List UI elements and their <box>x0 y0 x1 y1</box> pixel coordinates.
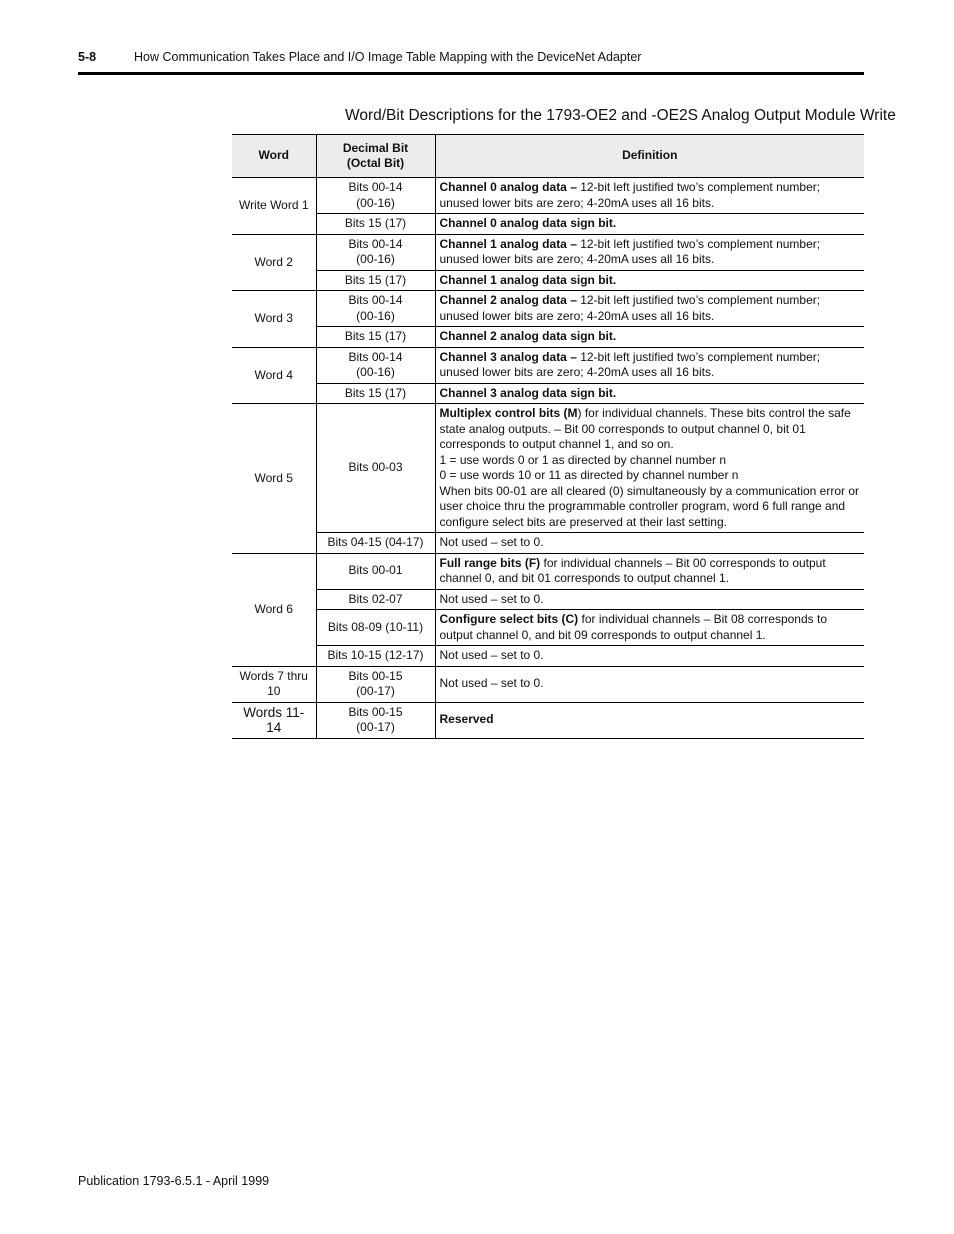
definition-text: ) for individual channels. These bits control the safe state analog outputs. – Bit 00 corresponds to output channel 0, bit 01 corresponds to output channel 1, and so on. <box>439 406 851 451</box>
definition-cell <box>435 610 864 646</box>
column-header-definition: Definition <box>435 135 864 178</box>
definition-text: for individual channels – Bit 00 corresponds to output channel 0, and bit 01 corresponds to output channel 1. <box>439 555 826 585</box>
word-cell: Word 5 <box>232 404 316 554</box>
word-cell: Write Word 1 <box>232 178 316 235</box>
bit-range: Bits 00-15 <box>348 704 403 719</box>
table-row <box>232 214 864 235</box>
table-row <box>232 291 864 327</box>
bit-range: Bits 00-15 <box>348 668 403 683</box>
bit-range: Bits 15 (17) <box>344 272 407 287</box>
table-row <box>232 610 864 646</box>
definition-cell <box>435 178 864 214</box>
bit-cell <box>316 404 435 533</box>
table-row <box>232 347 864 383</box>
table-row <box>232 589 864 610</box>
definition-term: Channel 2 analog data sign bit. <box>439 329 617 343</box>
definition-cell <box>435 553 864 589</box>
bit-range: Bits 00-03 <box>348 460 403 475</box>
bit-cell <box>316 234 435 270</box>
table-body <box>232 178 864 739</box>
table-header-row <box>232 135 864 178</box>
bit-cell <box>316 270 435 291</box>
definition-cell <box>435 234 864 270</box>
definition-cell <box>435 702 864 738</box>
table-row <box>232 553 864 589</box>
definition-text: Not used – set to 0. <box>439 648 544 662</box>
definition-cell <box>435 646 864 667</box>
bit-cell <box>316 589 435 610</box>
word-cell: Words 11-14 <box>232 702 316 738</box>
bit-cell <box>316 347 435 383</box>
bit-range: Bits 08-09 (10-11) <box>327 619 424 634</box>
table-row <box>232 383 864 404</box>
bit-cell <box>316 327 435 348</box>
bit-range: Bits 00-14 <box>348 349 403 364</box>
bit-cell <box>316 178 435 214</box>
bit-cell <box>316 646 435 667</box>
definition-cell <box>435 347 864 383</box>
page-number: 5-8 <box>78 50 97 64</box>
octal-bit-range: (00-16) <box>356 195 395 210</box>
definition-text: Not used – set to 0. <box>439 676 544 691</box>
publication-footer: Publication 1793-6.5.1 - April 1999 <box>78 1174 270 1188</box>
definition-cell <box>435 214 864 235</box>
definition-cell <box>435 404 864 533</box>
table-row <box>232 234 864 270</box>
definition-term: Full range bits (F) <box>439 555 541 570</box>
table-title: Word/Bit Descriptions for the 1793-OE2 and -OE2S Analog Output Module Write <box>345 107 896 124</box>
running-header-title: How Communication Takes Place and I/O Image Table Mapping with the DeviceNet Adapter <box>134 50 642 64</box>
bit-range: Bits 00-14 <box>348 236 403 251</box>
definition-term: Channel 3 analog data – <box>439 349 577 364</box>
definition-cell <box>435 533 864 554</box>
definition-text: 12-bit left justified two’s complement number; unused lower bits are zero; 4-20mA uses all 16 bits. <box>439 236 821 266</box>
column-header-word: Word <box>232 135 316 178</box>
word-cell: Word 6 <box>232 553 316 666</box>
word-cell: Word 3 <box>232 291 316 348</box>
bit-range: Bits 15 (17) <box>344 216 407 230</box>
definition-term: Channel 2 analog data – <box>439 293 577 307</box>
definition-term: Multiplex control bits (M <box>439 406 578 420</box>
definition-text: 12-bit left justified two’s complement number; unused lower bits are zero; 4-20mA uses all 16 bits. <box>439 293 821 323</box>
word-cell: Word 2 <box>232 234 316 291</box>
bit-cell <box>316 702 435 738</box>
definition-text: Not used – set to 0. <box>439 591 544 606</box>
word-cell: Words 7 thru 10 <box>232 666 316 702</box>
table-row <box>232 533 864 554</box>
table-row <box>232 270 864 291</box>
bit-range: Bits 15 (17) <box>344 385 407 400</box>
column-header-bit-line1: Decimal Bit <box>342 140 409 155</box>
header-rule <box>78 72 864 75</box>
table-row <box>232 327 864 348</box>
octal-bit-range: (00-16) <box>356 252 395 266</box>
table-row <box>232 178 864 214</box>
definition-term: Channel 1 analog data sign bit. <box>439 272 617 287</box>
definition-line: When bits 00-01 are all cleared (0) simultaneously by a communication error or user choice thru the programmable controller program, word 6 full range and configure select bits are preserved at their last setting. <box>439 483 860 529</box>
bit-range: Bits 00-14 <box>348 293 403 307</box>
octal-bit-range: (00-17) <box>356 720 395 734</box>
definition-cell <box>435 327 864 348</box>
bit-cell <box>316 666 435 702</box>
bit-range: Bits 00-14 <box>348 180 403 194</box>
definition-line: 0 = use words 10 or 11 as directed by channel number n <box>439 468 739 482</box>
definition-text: 12-bit left justified two’s complement number; unused lower bits are zero; 4-20mA uses all 16 bits. <box>439 349 821 379</box>
word-bit-table <box>232 134 864 739</box>
octal-bit-range: (00-16) <box>356 308 395 323</box>
definition-text: 12-bit left justified two’s complement number; unused lower bits are zero; 4-20mA uses all 16 bits. <box>439 180 821 210</box>
definition-term: Channel 0 analog data sign bit. <box>439 216 617 230</box>
bit-cell <box>316 553 435 589</box>
table-row <box>232 646 864 667</box>
definition-text: for individual channels – Bit 08 corresponds to output channel 0, and bit 09 corresponds to output channel 1. <box>439 612 827 642</box>
definition-text: Not used – set to 0. <box>439 535 544 549</box>
octal-bit-range: (00-16) <box>356 365 395 379</box>
definition-cell <box>435 291 864 327</box>
word-cell: Word 4 <box>232 347 316 404</box>
definition-cell <box>435 270 864 291</box>
bit-range: Bits 00-01 <box>348 563 403 578</box>
bit-cell <box>316 610 435 646</box>
table-row <box>232 666 864 702</box>
bit-range: Bits 10-15 (12-17) <box>327 648 424 662</box>
bit-cell <box>316 214 435 235</box>
definition-term: Channel 1 analog data – <box>439 236 577 251</box>
bit-cell <box>316 533 435 554</box>
definition-term: Channel 0 analog data – <box>439 180 577 194</box>
definition-term: Configure select bits (C) <box>439 612 579 626</box>
column-header-bit <box>316 135 435 178</box>
table-row <box>232 702 864 738</box>
bit-range: Bits 15 (17) <box>344 329 407 343</box>
bit-range: Bits 02-07 <box>348 591 403 606</box>
bit-cell <box>316 383 435 404</box>
definition-term: Channel 3 analog data sign bit. <box>439 385 617 400</box>
bit-range: Bits 04-15 (04-17) <box>327 535 424 549</box>
definition-cell <box>435 666 864 702</box>
column-header-bit-line2: (Octal Bit) <box>346 156 405 170</box>
octal-bit-range: (00-17) <box>356 684 395 698</box>
bit-cell <box>316 291 435 327</box>
definition-cell <box>435 383 864 404</box>
definition-cell <box>435 589 864 610</box>
definition-line: 1 = use words 0 or 1 as directed by channel number n <box>439 452 726 467</box>
definition-term: Reserved <box>439 712 494 727</box>
table-row <box>232 404 864 533</box>
